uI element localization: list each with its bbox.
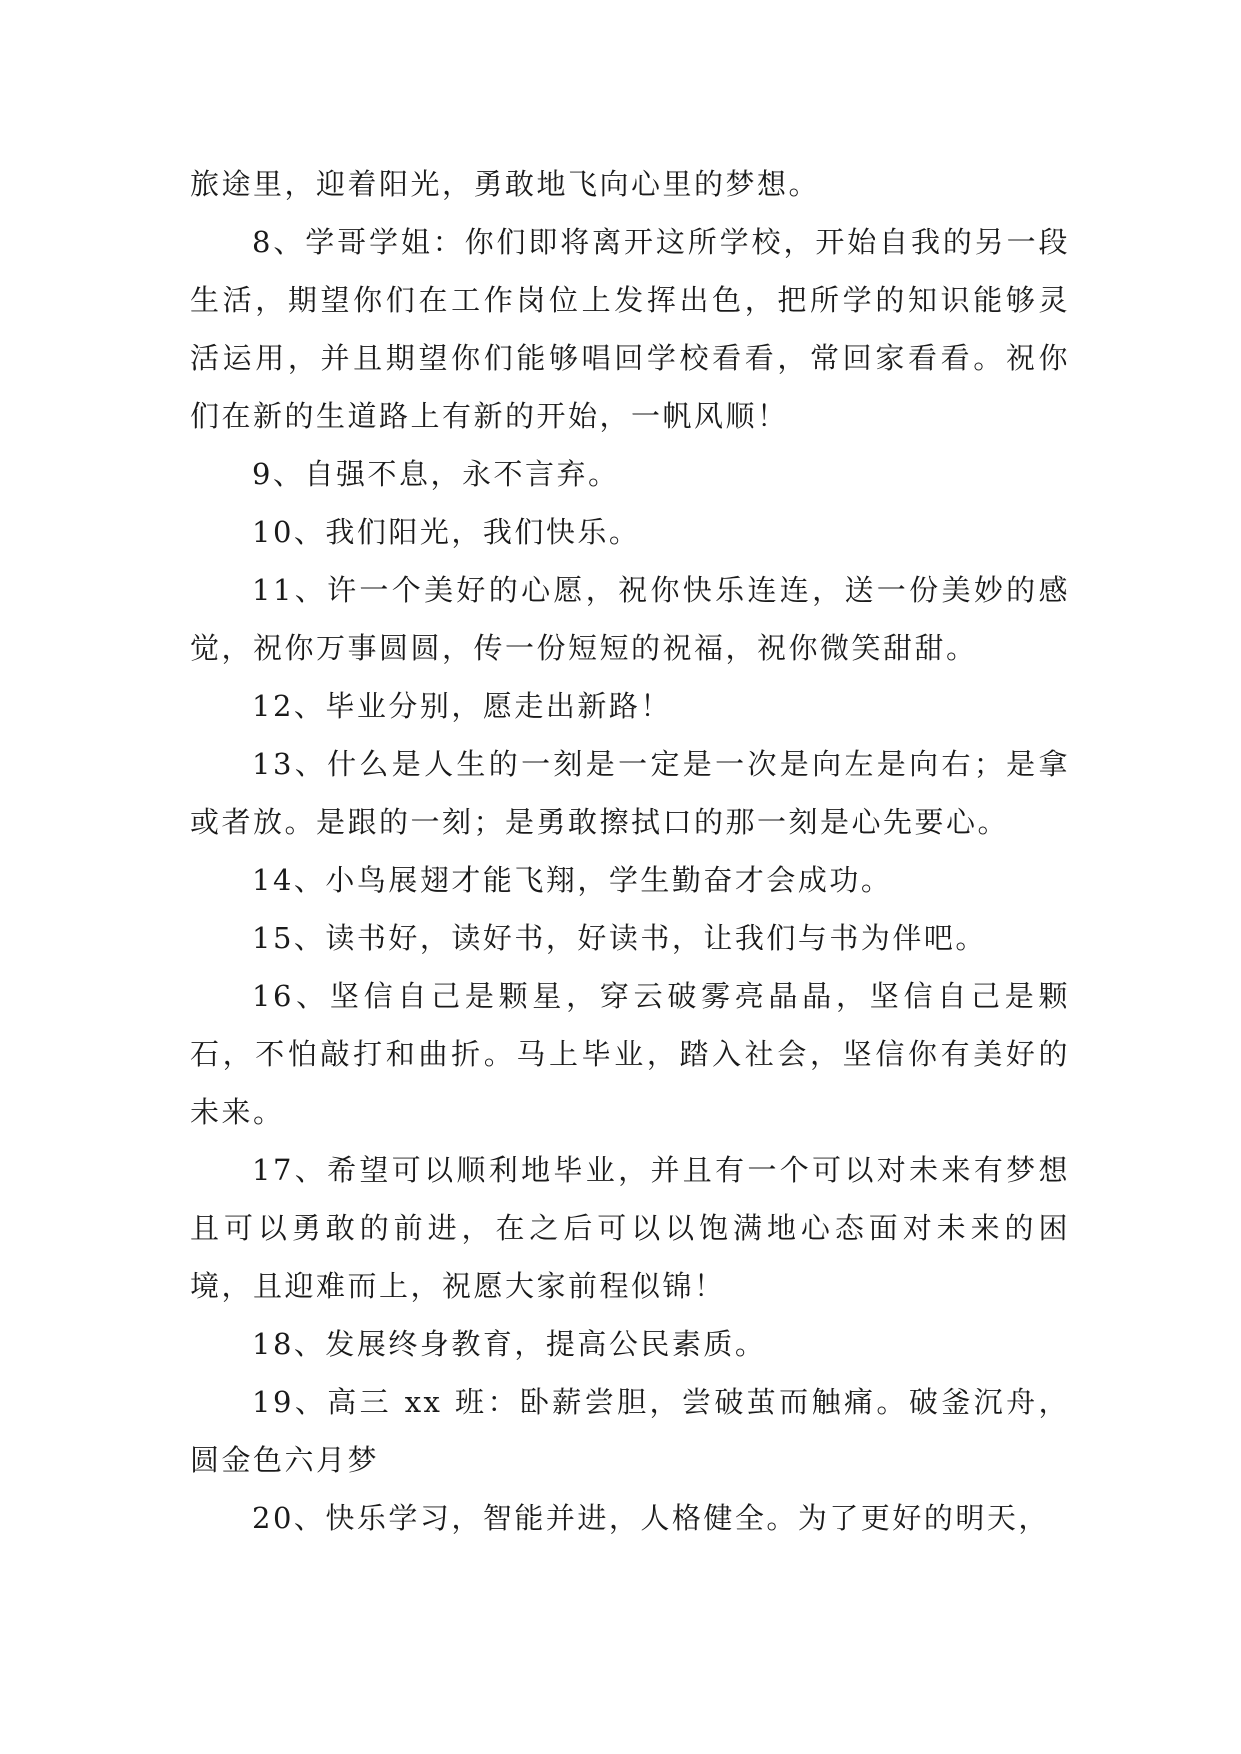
paragraph-item-10: 10、我们阳光，我们快乐。 bbox=[252, 515, 641, 549]
paragraph-item-11: 11、许一个美好的心愿，祝你快乐连连，送一份美妙的感觉，祝你万事圆圆，传一份短短的祝福，祝你微笑甜甜。 bbox=[190, 573, 1070, 665]
paragraph-item-14: 14、小鸟展翅才能飞翔，学生勤奋才会成功。 bbox=[252, 863, 893, 897]
paragraph-item-12: 12、毕业分别，愿走出新路！ bbox=[252, 689, 672, 723]
paragraph-item-13: 13、什么是人生的一刻是一定是一次是向左是向右；是拿或者放。是跟的一刻；是勇敢擦拭口的那一刻是心先要心。 bbox=[190, 747, 1070, 839]
paragraph-item-8: 8、学哥学姐：你们即将离开这所学校，开始自我的另一段生活，期望你们在工作岗位上发挥出色，把所学的知识能够灵活运用，并且期望你们能够唱回学校看看，常回家看看。祝你们在新的生道路上有新的开始，一帆风顺！ bbox=[190, 225, 1070, 433]
paragraph-continuation: 旅途里，迎着阳光，勇敢地飞向心里的梦想。 bbox=[190, 167, 821, 201]
document-body bbox=[190, 155, 1070, 1547]
paragraph-item-19: 19、高三 xx 班：卧薪尝胆，尝破茧而触痛。破釜沉舟，圆金色六月梦 bbox=[190, 1385, 1070, 1477]
paragraph-item-9: 9、自强不息，永不言弃。 bbox=[252, 457, 620, 491]
paragraph-item-17: 17、希望可以顺利地毕业，并且有一个可以对未来有梦想且可以勇敢的前进，在之后可以以饱满地心态面对未来的困境，且迎难而上，祝愿大家前程似锦！ bbox=[190, 1153, 1070, 1303]
paragraph-item-15: 15、读书好，读好书，好读书，让我们与书为伴吧。 bbox=[252, 921, 987, 955]
paragraph-item-18: 18、发展终身教育，提高公民素质。 bbox=[252, 1327, 767, 1361]
paragraph-item-16: 16、坚信自己是颗星，穿云破雾亮晶晶，坚信自己是颗石，不怕敲打和曲折。马上毕业，踏入社会，坚信你有美好的未来。 bbox=[190, 979, 1070, 1129]
paragraph-item-20: 20、快乐学习，智能并进，人格健全。为了更好的明天， bbox=[252, 1501, 1050, 1535]
